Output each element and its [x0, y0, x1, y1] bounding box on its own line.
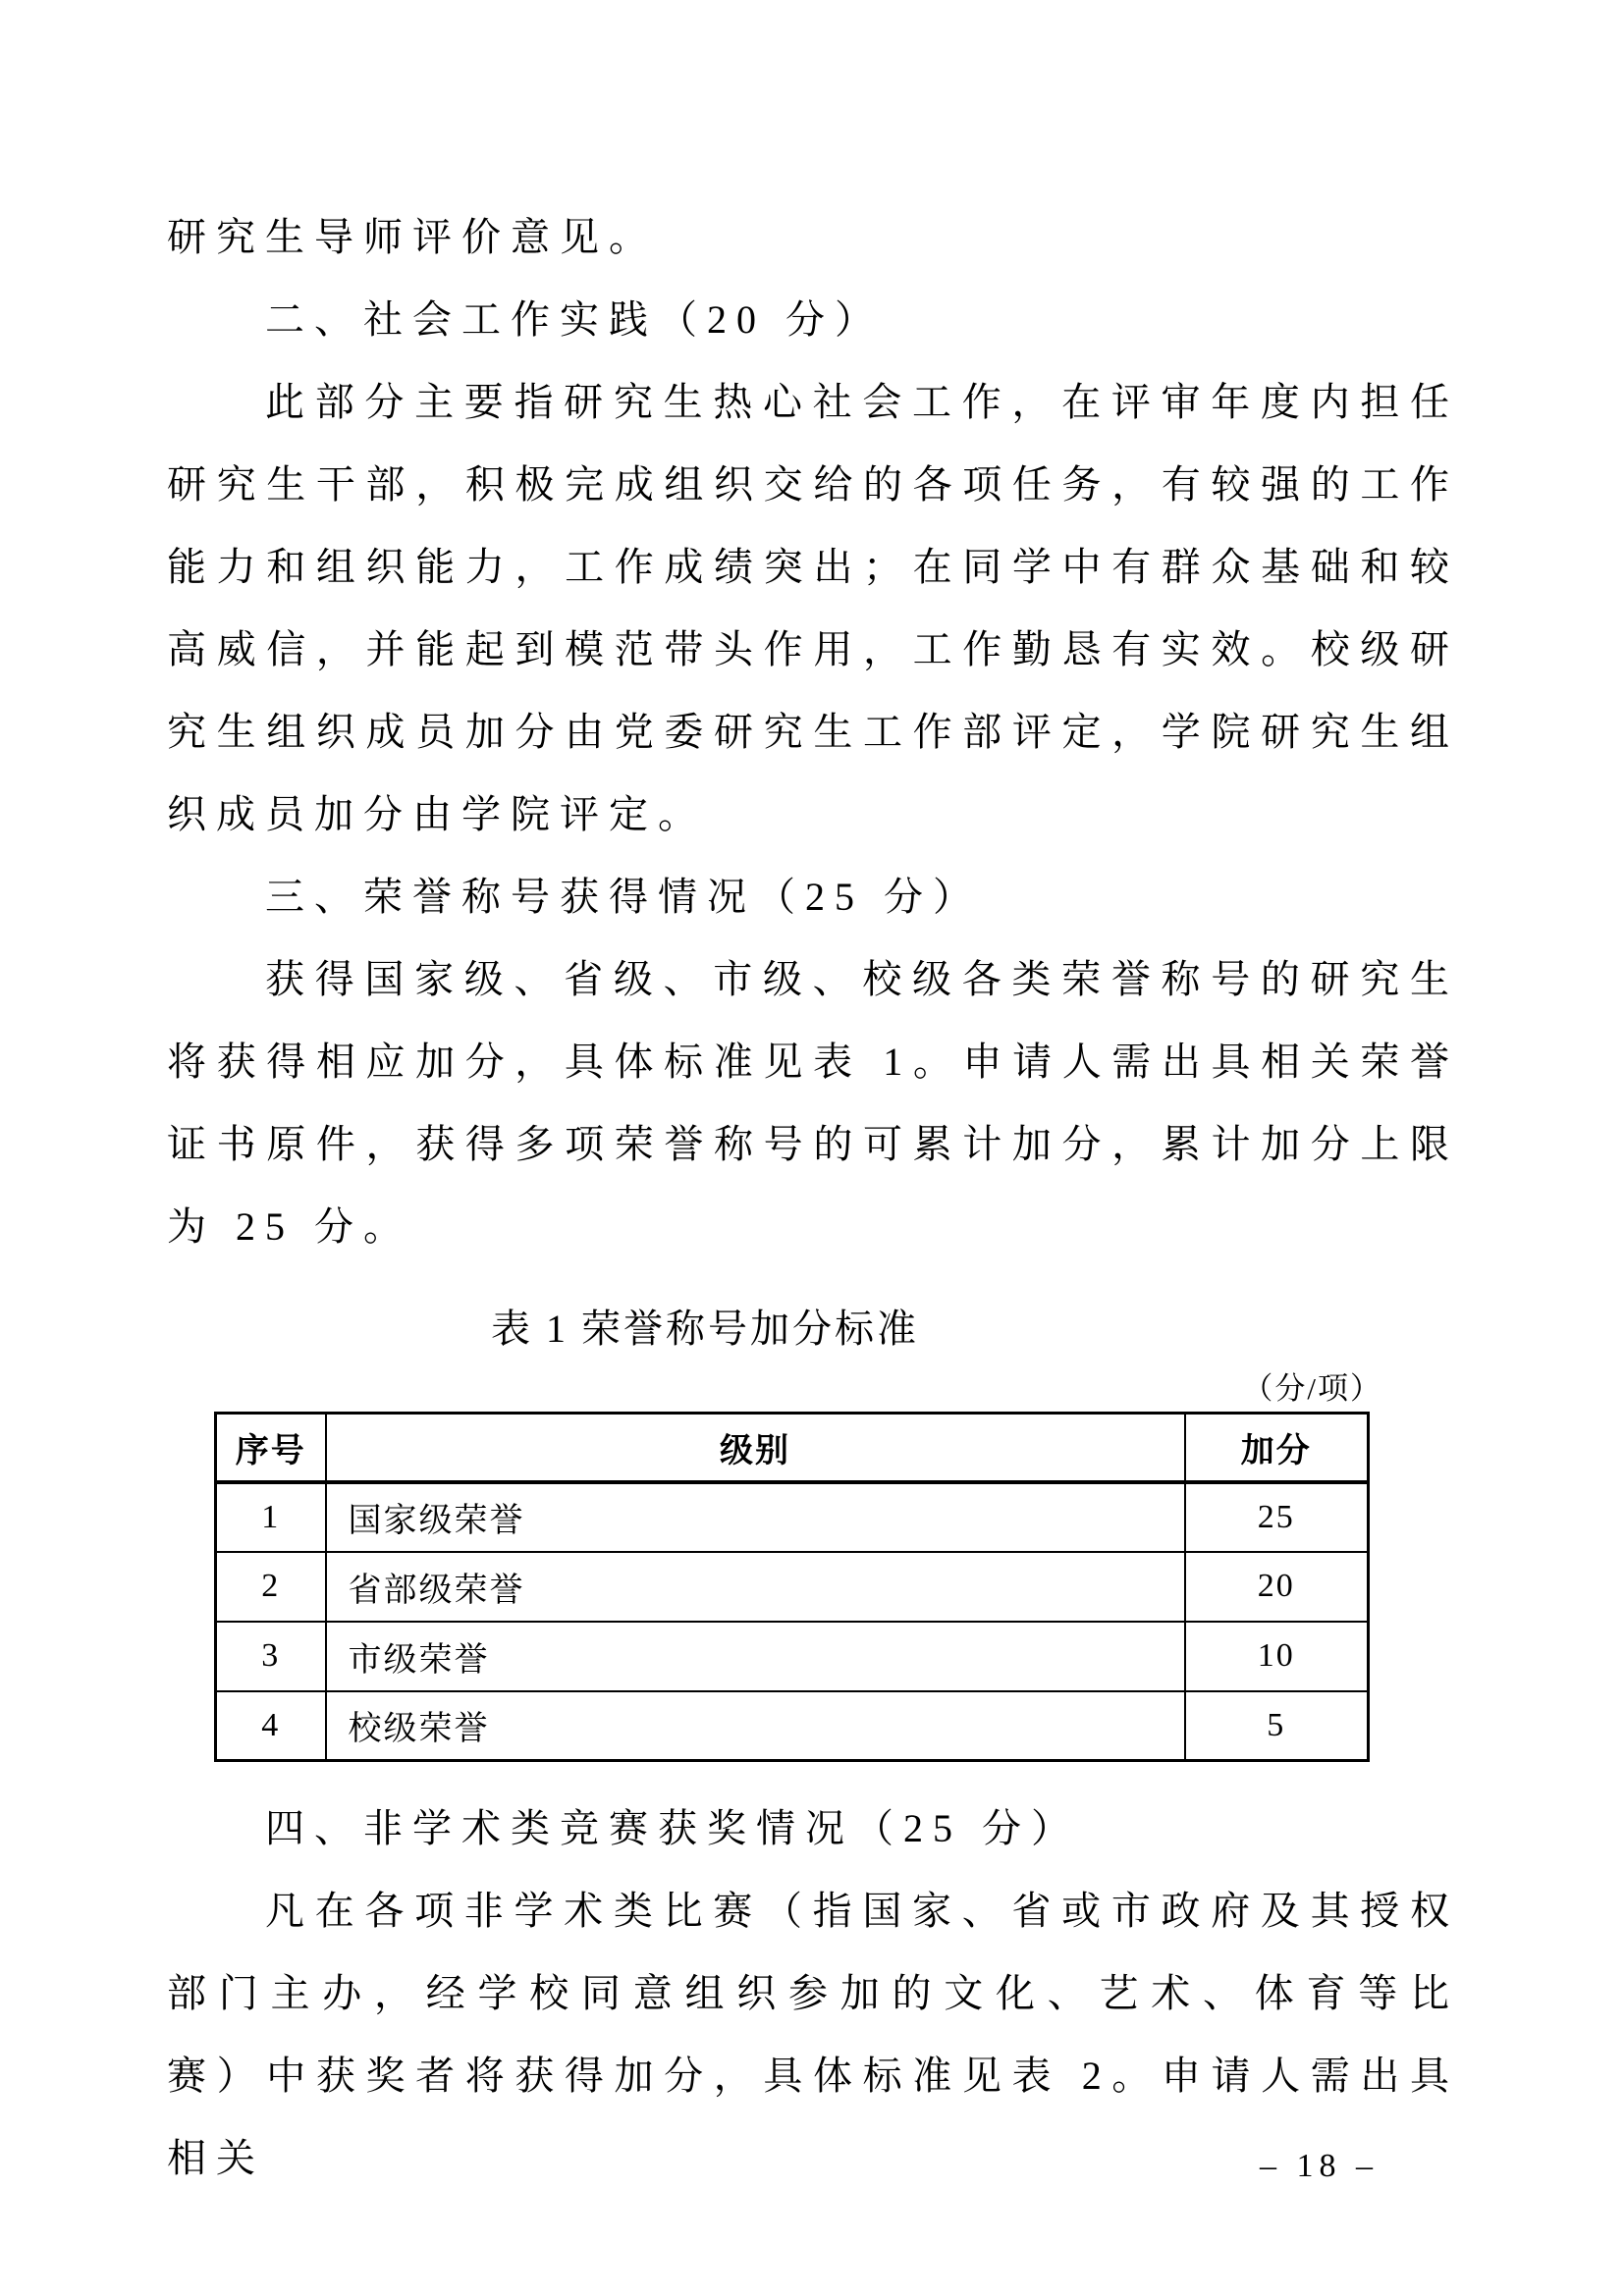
- table-row-1: [216, 1482, 1369, 1552]
- table-header-points: 加分: [1185, 1414, 1369, 1482]
- cell-no: 3: [216, 1622, 326, 1691]
- table-row-4: [216, 1691, 1369, 1761]
- intro-paragraph: 研究生导师评价意见。: [167, 215, 658, 259]
- cell-level: 校级荣誉: [326, 1691, 1185, 1761]
- cell-level: 市级荣誉: [326, 1622, 1185, 1691]
- table-row-3: [216, 1622, 1369, 1691]
- cell-points: 20: [1185, 1552, 1369, 1622]
- cell-no: 1: [216, 1482, 326, 1552]
- table-header-level: 级别: [326, 1414, 1185, 1482]
- section-4-heading: 四、非学术类竞赛获奖情况（25 分）: [265, 1806, 1080, 1850]
- cell-level: 国家级荣誉: [326, 1482, 1185, 1552]
- table-1-unit-note: （分/项）: [1242, 1371, 1382, 1406]
- cell-level: 省部级荣誉: [326, 1552, 1185, 1622]
- page-number: – 18 –: [1260, 2148, 1379, 2184]
- section-2-body: 此部分主要指研究生热心社会工作，在评审年度内担任研究生干部，积极完成组织交给的各项任务，有较强的工作能力和组织能力，工作成绩突出；在同学中有群众基础和较高威信，并能起到模范带头作用，工作勤恳有实效。校级研究生组织成员加分由党委研究生工作部评定，学院研究生组织成员加分由学院评定。: [167, 380, 1459, 836]
- cell-points: 10: [1185, 1622, 1369, 1691]
- cell-no: 4: [216, 1691, 326, 1761]
- table-row-2: [216, 1552, 1369, 1622]
- cell-points: 5: [1185, 1691, 1369, 1761]
- table-1-area: [167, 1298, 1459, 1762]
- page-body: [167, 196, 1459, 2200]
- section-4-body: 凡在各项非学术类比赛（指国家、省或市政府及其授权部门主办，经学校同意组织参加的文化、艺术、体育等比赛）中获奖者将获得加分，具体标准见表 2。申请人需出具相关: [167, 1889, 1459, 2180]
- section-3-heading: 三、荣誉称号获得情况（25 分）: [265, 875, 982, 919]
- table-header-row: [216, 1414, 1369, 1482]
- table-1-title: 表 1 荣誉称号加分标准: [491, 1307, 919, 1351]
- table-header-no: 序号: [216, 1414, 326, 1482]
- honor-points-table: [214, 1412, 1370, 1762]
- cell-no: 2: [216, 1552, 326, 1622]
- cell-points: 25: [1185, 1482, 1369, 1552]
- section-3-body: 获得国家级、省级、市级、校级各类荣誉称号的研究生将获得相应加分，具体标准见表 1。申请人需出具相关荣誉证书原件，获得多项荣誉称号的可累计加分，累计加分上限为 25 分。: [167, 957, 1459, 1249]
- section-2-heading: 二、社会工作实践（20 分）: [265, 297, 884, 342]
